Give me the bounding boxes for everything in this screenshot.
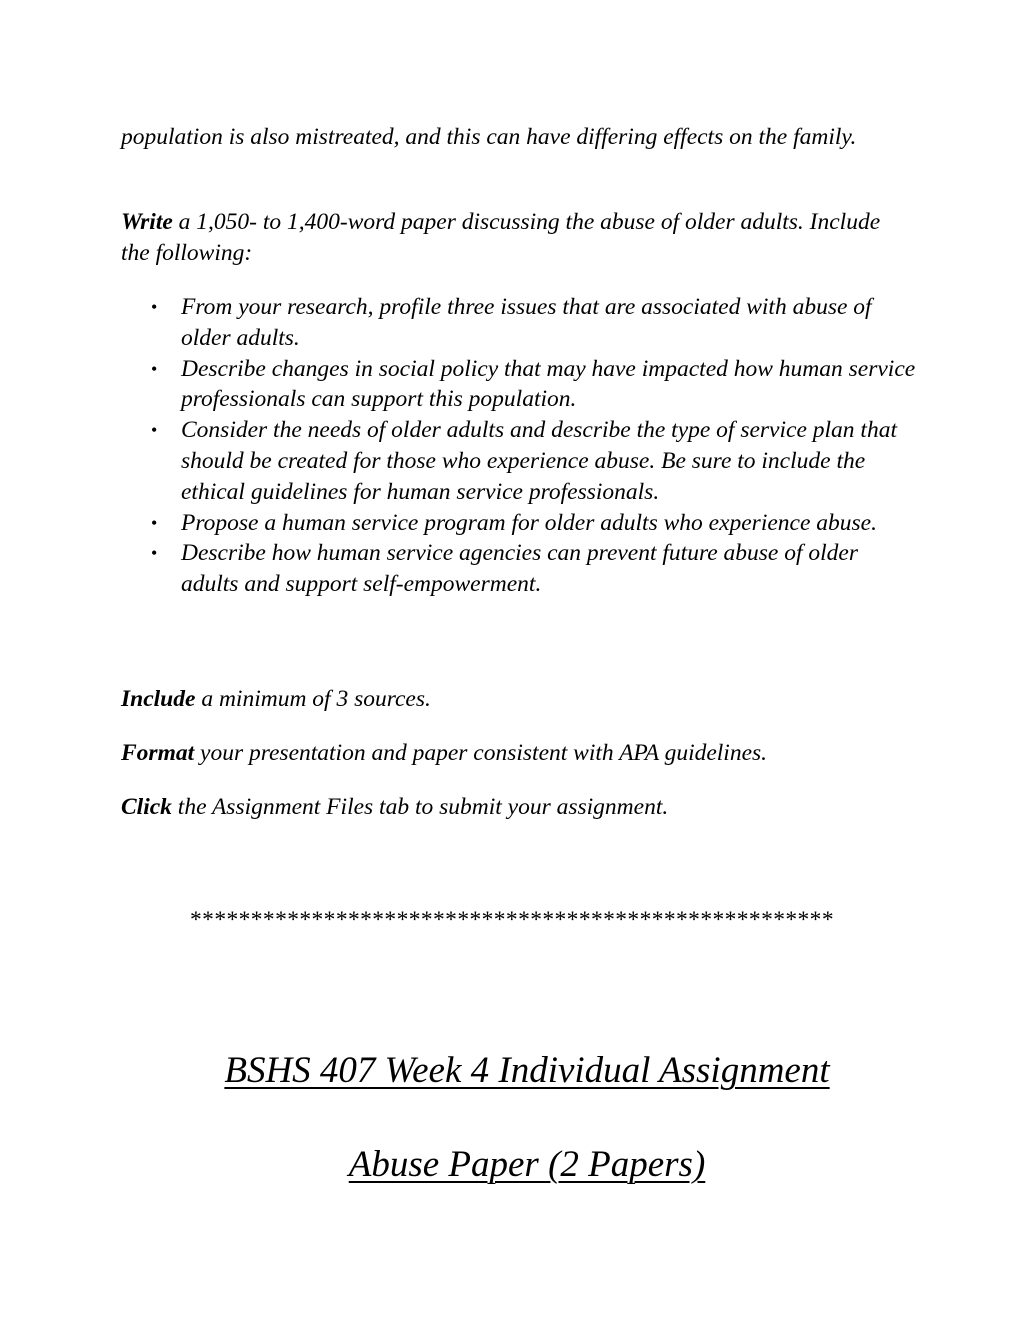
list-item [121, 354, 921, 416]
list-item [121, 508, 921, 539]
bullet-icon: • [151, 420, 158, 441]
assignment-title: BSHS 407 Week 4 Individual Assignment [224, 1050, 830, 1091]
separator-line: ***************************************************** [190, 907, 834, 933]
list-item-text: Propose a human service program for older adults who experience abuse. [181, 509, 877, 536]
format-instruction-text: your presentation and paper consistent with APA guidelines. [194, 740, 768, 766]
assignment-subtitle: Abuse Paper (2 Papers) [348, 1144, 706, 1185]
click-instruction [121, 792, 911, 823]
click-instruction-text: the Assignment Files tab to submit your assignment. [171, 794, 669, 820]
bullet-icon: • [151, 543, 158, 564]
list-item-text: From your research, profile three issues that are associated with abuse of older adults. [181, 294, 872, 351]
intro-paragraph: population is also mistreated, and this can have differing effects on the family. [121, 124, 857, 150]
format-instruction [121, 738, 911, 769]
requirements-list [121, 292, 921, 600]
bullet-icon: • [151, 512, 158, 533]
list-item-text: Describe changes in social policy that may have impacted how human service professionals can support this population. [181, 355, 916, 413]
list-item-text: Describe how human service agencies can prevent future abuse of older adults and support self-empowerment. [181, 540, 858, 598]
list-item [121, 292, 921, 354]
bullet-icon: • [151, 297, 158, 317]
write-keyword: Write [121, 209, 173, 235]
list-item-text: Consider the needs of older adults and describe the type of service plan that should be created for those who experience abuse. Be sure to include the ethical guidelines for human service professionals. [181, 417, 897, 505]
format-keyword: Format [121, 740, 195, 766]
write-instruction-text: a 1,050- to 1,400-word paper discussing the abuse of older adults. Include the following: [121, 209, 881, 266]
include-keyword: Include [121, 686, 196, 712]
include-instruction-text: a minimum of 3 sources. [195, 686, 431, 712]
list-item [121, 415, 921, 507]
write-instruction [121, 207, 911, 269]
click-keyword: Click [121, 794, 172, 820]
bullet-icon: • [151, 358, 158, 379]
list-item [121, 538, 921, 600]
include-instruction [121, 684, 911, 715]
